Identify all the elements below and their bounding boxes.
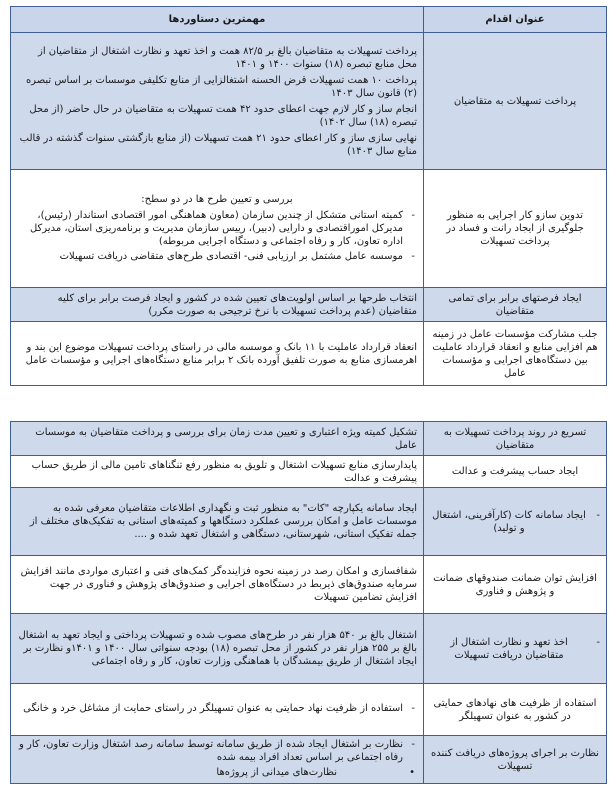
table-row: [11, 33, 607, 170]
table-row: [11, 684, 607, 736]
achievement-text: شفافسازی و امکان رصد در زمینه نحوه فزاینده‌گر کمک‌های فنی و اعتباری مواردی مانند افزایش سرمایه صندوق‌های ذیربط در دستگاه‌های اجرایی و صندوق‌های پژوهش و فناوری در جهت افزایش تضامین تسهیلات: [11, 556, 424, 614]
table-row: [11, 736, 607, 784]
achievement-bullet: - کمیته استانی متشکل از چندین سازمان (معاون هماهنگی امور اقتصادی استاندار (رئیس)، مدیرکل اموراقتصادی و دارایی (دبیر)، رییس سازمان مدیریت و برنامه‌ریزی استان، مدیرکل اداره تعاون، کار و رفاه اجتماعی و دستگاه اجرایی مربوطه): [17, 209, 417, 248]
achievement-text: نهایی سازی ساز و کار اعطای حدود ۲۱ همت تسهیلات (از منابع بازگشتی سنوات گذشته در قالب منابع سال ۱۴۰۳): [19, 132, 417, 157]
achievements-cell: [11, 33, 424, 170]
action-title: استفاده از ظرفیت های نهادهای حمایتی در کشور به عنوان تسهیلگر: [424, 684, 607, 736]
action-title: تسریع در روند پرداخت تسهیلات به متقاضیان: [424, 422, 607, 456]
achievement-text: پرداخت ۱۰ همت تسهیلات قرض الحسنه اشتغالزایی از منابع تکلیفی موسسات بر اساس تبصره (۲) قانون سال ۱۴۰۳: [25, 74, 417, 99]
action-title: - اخذ تعهد و نظارت اشتغال از متقاضیان دریافت تسهیلات: [430, 636, 600, 662]
action-title: - ایجاد سامانه کات (کارآفرینی، اشتغال و تولید): [430, 509, 600, 535]
achievement-intro: بررسی و تعیین طرح ها در دو سطح:: [141, 193, 293, 205]
achievements-cell: [11, 170, 424, 288]
achievements-table-2: [10, 421, 607, 784]
action-title-cell: [424, 614, 607, 684]
table-row: [11, 614, 607, 684]
achievement-text: انعقاد قرارداد عاملیت با ۱۱ بانک و موسسه مالی در راستای پرداخت تسهیلات موضوع این بند و اهرمسازی منابع به صورت تلفیق آورده بانک ۲ برابر منابع دستگاه‌های اجرایی و مؤسسات عامل: [11, 322, 424, 386]
action-title: تدوین سازو کار اجرایی به منظور جلوگیری از ایجاد رانت و فساد در پرداخت تسهیلات: [424, 170, 607, 288]
table-row: [11, 488, 607, 556]
action-title: ایجاد فرصتهای برابر برای تمامی متقاضیان: [424, 288, 607, 322]
achievement-bullet: - نظارت بر اشتغال ایجاد شده از طریق سامانه توسط سامانه رصد اشتغال وزارت تعاون، کار و رفاه اجتماعی بر اساس تعداد افراد بیمه شده: [17, 738, 417, 764]
achievement-text: اشتغال بالغ بر ۵۴۰ هزار نفر در طرح‌های مصوب شده و تسهیلات پرداختی و ایجاد تعهد به اشتغال بالغ بر ۲۵۵ هزار نفر در کشور از محل تبصره (۱۸) بودجه سنواتی سال ۱۴۰۰ و ۱۴۰۱و نظارت بر ایجاد اشتغال از طریق بیمشدگان با هماهنگی وزارت تعاون، کار و رفاه اجتماعی: [11, 614, 424, 684]
table-row: [11, 322, 607, 386]
action-title: ایجاد حساب پیشرفت و عدالت: [424, 456, 607, 488]
achievement-cell: [11, 684, 424, 736]
table-row: [11, 456, 607, 488]
achievement-text: پایدارسازی منابع تسهیلات اشتغال و تلویق به منظور رفع تنگناهای تامین مالی از طریق حساب پیشرفت و عدالت: [11, 456, 424, 488]
achievements-table-1: [10, 6, 607, 386]
achievement-text: ایجاد سامانه یکپارچه "کات" به منظور ثبت و نگهداری اطلاعات متقاضیان معرفی شده به موسسات عامل و امکان بررسی عملکرد دستگاهها و کمیته‌های استانی به تفکیک‌های مختلف از جمله تفکیک استانی، شهرستانی، دستگاهی و اشتغال تعهد شده و ....: [11, 488, 424, 556]
achievement-text: تشکیل کمیته ویژه اعتباری و تعیین مدت زمان برای بررسی و پرداخت متقاضیان به موسسات عامل: [11, 422, 424, 456]
table-header-row: [11, 7, 607, 33]
table-row: [11, 288, 607, 322]
achievement-text: پرداخت تسهیلات به متقاضیان بالغ بر ۸۲/۵ همت و اخذ تعهد و نظارت اشتغال از متقاضیان از محل منابع تبصره (۱۸) سنوات ۱۴۰۰ و ۱۴۰۱: [37, 45, 417, 70]
header-action-title: عنوان اقدام: [424, 7, 607, 33]
action-title: پرداخت تسهیلات به متقاضیان: [424, 33, 607, 170]
achievement-text: انتخاب طرحها بر اساس اولویت‌های تعیین شده در کشور و ایجاد فرصت برابر برای کلیه متقاضیان (عدم پرداخت تسهیلات با نرخ ترجیحی به صورت مکرر): [11, 288, 424, 322]
achievement-bullet: - موسسه عامل مشتمل بر ارزیابی فنی- اقتصادی طرح‌های متقاضی دریافت تسهیلات: [17, 250, 417, 263]
achievement-bullet: • نظارت‌های میدانی از پروژه‌ها: [17, 766, 417, 779]
action-title: افزایش توان ضمانت صندوقهای ضمانت و پژوهش و فناوری: [424, 556, 607, 614]
action-title-cell: [424, 488, 607, 556]
achievement-text: انجام ساز و کار لازم جهت اعطای حدود ۴۲ همت تسهیلات به متقاضیان در حال حاضر (از محل تبصره (۱۸) سال ۱۴۰۲): [29, 103, 417, 128]
action-title: جلب مشارکت مؤسسات عامل در زمینه هم افزایی منابع و انعقاد قرارداد عاملیت بین دستگاه‌های اجرایی و مؤسسات عامل: [424, 322, 607, 386]
table-row: [11, 422, 607, 456]
table-row: [11, 170, 607, 288]
achievement-bullet: - استفاده از ظرفیت نهاد حمایتی به عنوان تسهیلگر در راستای حمایت از مشاغل خرد و خانگی: [17, 702, 417, 715]
header-achievements: مهمترین دستاوردها: [11, 7, 424, 33]
table-row: [11, 556, 607, 614]
achievements-cell: [11, 736, 424, 784]
action-title: نظارت بر اجرای پروژه‌های دریافت کننده تسهیلات: [424, 736, 607, 784]
